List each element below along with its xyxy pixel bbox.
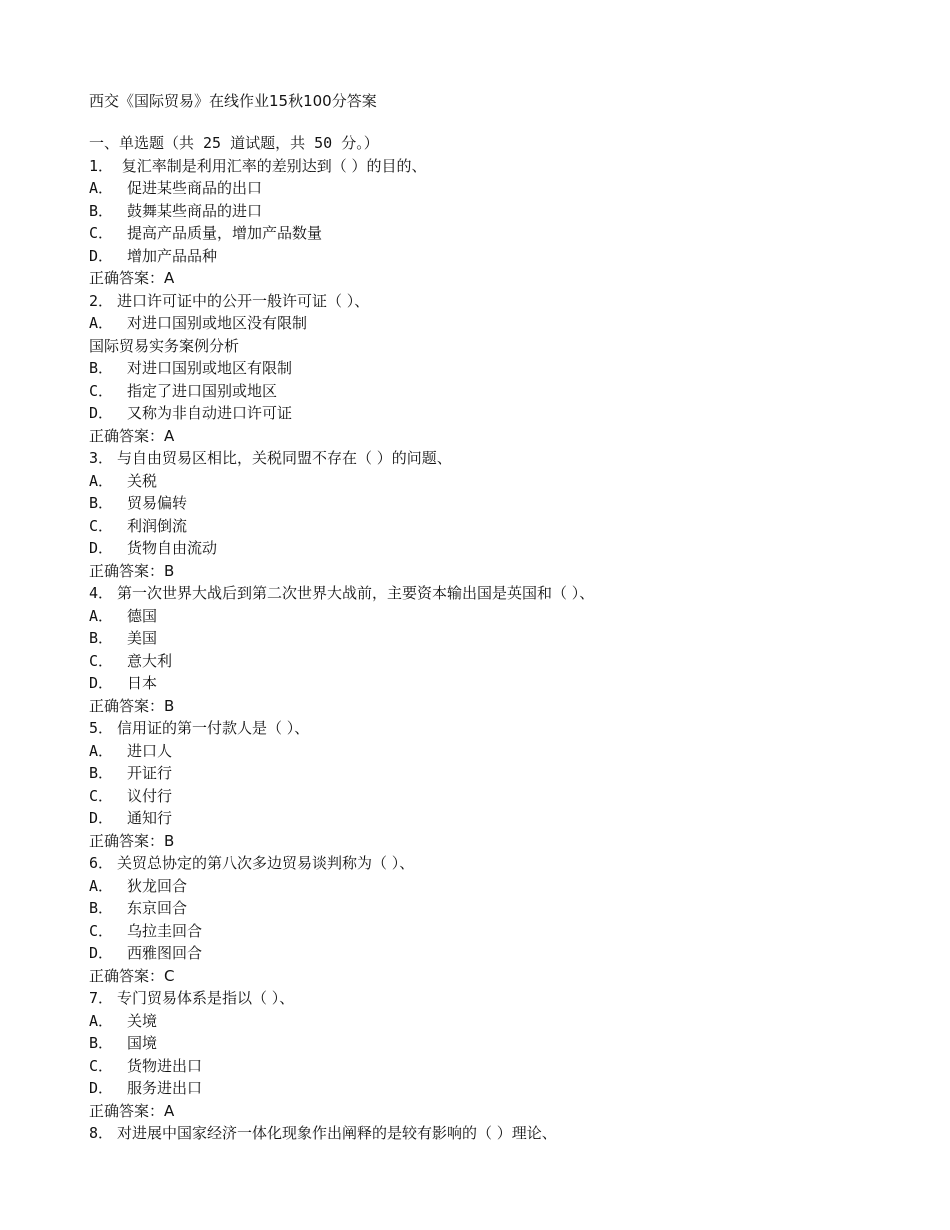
option-text: 货物进出口 bbox=[127, 1056, 203, 1075]
question-block bbox=[89, 155, 889, 290]
option-text: 货物自由流动 bbox=[127, 539, 218, 557]
option-d bbox=[89, 942, 889, 965]
option-a bbox=[89, 312, 889, 335]
section-heading: 一、单选题（共 25 道试题，共 50 分。） bbox=[89, 134, 379, 152]
option-b bbox=[89, 492, 889, 515]
option-key: D． bbox=[89, 246, 114, 265]
question-text: 信用证的第一付款人是（ ）、 bbox=[117, 719, 310, 737]
option-key: A． bbox=[89, 606, 114, 625]
inline-note: 国际贸易实务案例分析 bbox=[89, 336, 240, 355]
correct-answer: 正确答案：A bbox=[89, 269, 175, 287]
option-c bbox=[89, 1055, 889, 1078]
option-text: 东京回合 bbox=[127, 899, 188, 917]
option-key: B． bbox=[89, 494, 114, 512]
option-d bbox=[89, 245, 889, 268]
option-text: 服务进出口 bbox=[127, 1079, 203, 1097]
option-text: 关境 bbox=[127, 1011, 158, 1030]
correct-answer: 正确答案：B bbox=[89, 696, 175, 715]
question-text: 第一次世界大战后到第二次世界大战前，主要资本输出国是英国和（ ）、 bbox=[117, 584, 595, 602]
option-text: 日本 bbox=[127, 674, 158, 692]
option-text: 狄龙回合 bbox=[127, 876, 188, 895]
option-a bbox=[89, 1010, 889, 1033]
question-line bbox=[89, 447, 889, 470]
option-text: 通知行 bbox=[127, 809, 173, 827]
option-b bbox=[89, 1032, 889, 1055]
option-key: D． bbox=[89, 539, 114, 557]
option-b bbox=[89, 627, 889, 650]
question-text: 复汇率制是利用汇率的差别达到（ ）的目的、 bbox=[117, 156, 427, 175]
option-key: A． bbox=[89, 1011, 114, 1030]
option-text: 进口人 bbox=[127, 741, 173, 760]
option-b bbox=[89, 762, 889, 785]
option-key: C． bbox=[89, 516, 114, 535]
option-key: C． bbox=[89, 1056, 114, 1075]
question-text: 专门贸易体系是指以（ ）、 bbox=[117, 989, 295, 1007]
question-line bbox=[89, 1122, 889, 1145]
option-key: A． bbox=[89, 471, 114, 490]
question-block bbox=[89, 582, 889, 717]
option-c bbox=[89, 785, 889, 808]
option-key: D． bbox=[89, 1079, 114, 1097]
question-line bbox=[89, 582, 889, 605]
option-text: 关税 bbox=[127, 471, 158, 490]
document-title: 西交《国际贸易》在线作业15秋100分答案 bbox=[89, 92, 377, 110]
question-block bbox=[89, 852, 889, 987]
option-text: 乌拉圭回合 bbox=[127, 921, 203, 940]
option-c bbox=[89, 650, 889, 673]
document-content bbox=[89, 90, 889, 1145]
option-text: 贸易偏转 bbox=[127, 494, 188, 512]
option-key: D． bbox=[89, 944, 114, 962]
option-key: C． bbox=[89, 224, 114, 242]
option-d bbox=[89, 807, 889, 830]
option-text: 鼓舞某些商品的进口 bbox=[127, 201, 263, 220]
question-line bbox=[89, 987, 889, 1010]
question-number: 2． bbox=[89, 291, 114, 310]
correct-answer: 正确答案：A bbox=[89, 426, 175, 445]
option-a bbox=[89, 177, 889, 200]
question-block bbox=[89, 717, 889, 852]
question-number: 4． bbox=[89, 584, 114, 602]
correct-answer: 正确答案：B bbox=[89, 831, 175, 850]
question-number: 6． bbox=[89, 854, 114, 872]
option-text: 德国 bbox=[127, 606, 158, 625]
question-line bbox=[89, 717, 889, 740]
question-text: 对进展中国家经济一体化现象作出阐释的是较有影响的（ ）理论、 bbox=[117, 1124, 557, 1142]
option-text: 又称为非自动进口许可证 bbox=[127, 404, 293, 422]
question-text: 与自由贸易区相比，关税同盟不存在（ ）的问题、 bbox=[117, 449, 452, 467]
option-c bbox=[89, 380, 889, 403]
question-line bbox=[89, 290, 889, 313]
option-text: 国境 bbox=[127, 1034, 158, 1052]
correct-answer: 正确答案：A bbox=[89, 1101, 175, 1120]
option-text: 提高产品质量，增加产品数量 bbox=[127, 224, 323, 242]
option-text: 议付行 bbox=[127, 786, 173, 805]
option-text: 促进某些商品的出口 bbox=[127, 179, 263, 197]
option-a bbox=[89, 470, 889, 493]
option-key: B． bbox=[89, 899, 114, 917]
question-text: 关贸总协定的第八次多边贸易谈判称为（ ）、 bbox=[117, 854, 415, 872]
option-b bbox=[89, 897, 889, 920]
option-text: 美国 bbox=[127, 629, 158, 647]
option-key: A． bbox=[89, 179, 114, 197]
option-key: D． bbox=[89, 404, 114, 422]
option-text: 意大利 bbox=[127, 651, 173, 670]
question-line bbox=[89, 852, 889, 875]
option-c bbox=[89, 920, 889, 943]
question-number: 7． bbox=[89, 989, 114, 1007]
option-key: A． bbox=[89, 876, 114, 895]
question-number: 8． bbox=[89, 1124, 114, 1142]
question-line bbox=[89, 155, 889, 178]
option-key: B． bbox=[89, 359, 114, 377]
question-block bbox=[89, 987, 889, 1122]
option-key: A． bbox=[89, 314, 114, 332]
option-b bbox=[89, 200, 889, 223]
option-text: 对进口国别或地区没有限制 bbox=[127, 314, 308, 332]
question-number: 5． bbox=[89, 719, 114, 737]
option-key: A． bbox=[89, 741, 114, 760]
option-key: C． bbox=[89, 921, 114, 940]
option-d bbox=[89, 537, 889, 560]
option-d bbox=[89, 1077, 889, 1100]
option-a bbox=[89, 740, 889, 763]
question-block bbox=[89, 290, 889, 448]
option-text: 开证行 bbox=[127, 764, 173, 782]
option-a bbox=[89, 605, 889, 628]
correct-answer: 正确答案：C bbox=[89, 966, 175, 985]
option-c bbox=[89, 515, 889, 538]
option-text: 指定了进口国别或地区 bbox=[127, 381, 278, 400]
option-key: D． bbox=[89, 674, 114, 692]
option-key: B． bbox=[89, 764, 114, 782]
option-text: 西雅图回合 bbox=[127, 944, 203, 962]
option-key: B． bbox=[89, 1034, 114, 1052]
option-key: C． bbox=[89, 786, 114, 805]
option-a bbox=[89, 875, 889, 898]
option-key: C． bbox=[89, 381, 114, 400]
correct-answer: 正确答案：B bbox=[89, 561, 175, 580]
question-block bbox=[89, 447, 889, 582]
option-text: 利润倒流 bbox=[127, 516, 188, 535]
question-number: 3． bbox=[89, 449, 114, 467]
option-key: D． bbox=[89, 809, 114, 827]
option-key: B． bbox=[89, 201, 114, 220]
option-c bbox=[89, 222, 889, 245]
option-b bbox=[89, 357, 889, 380]
option-d bbox=[89, 402, 889, 425]
option-key: C． bbox=[89, 651, 114, 670]
question-number: 1． bbox=[89, 156, 114, 175]
question-block bbox=[89, 1122, 889, 1145]
question-text: 进口许可证中的公开一般许可证（ ）、 bbox=[117, 291, 370, 310]
option-text: 对进口国别或地区有限制 bbox=[127, 359, 293, 377]
option-key: B． bbox=[89, 629, 114, 647]
option-text: 增加产品品种 bbox=[127, 246, 218, 265]
option-d bbox=[89, 672, 889, 695]
